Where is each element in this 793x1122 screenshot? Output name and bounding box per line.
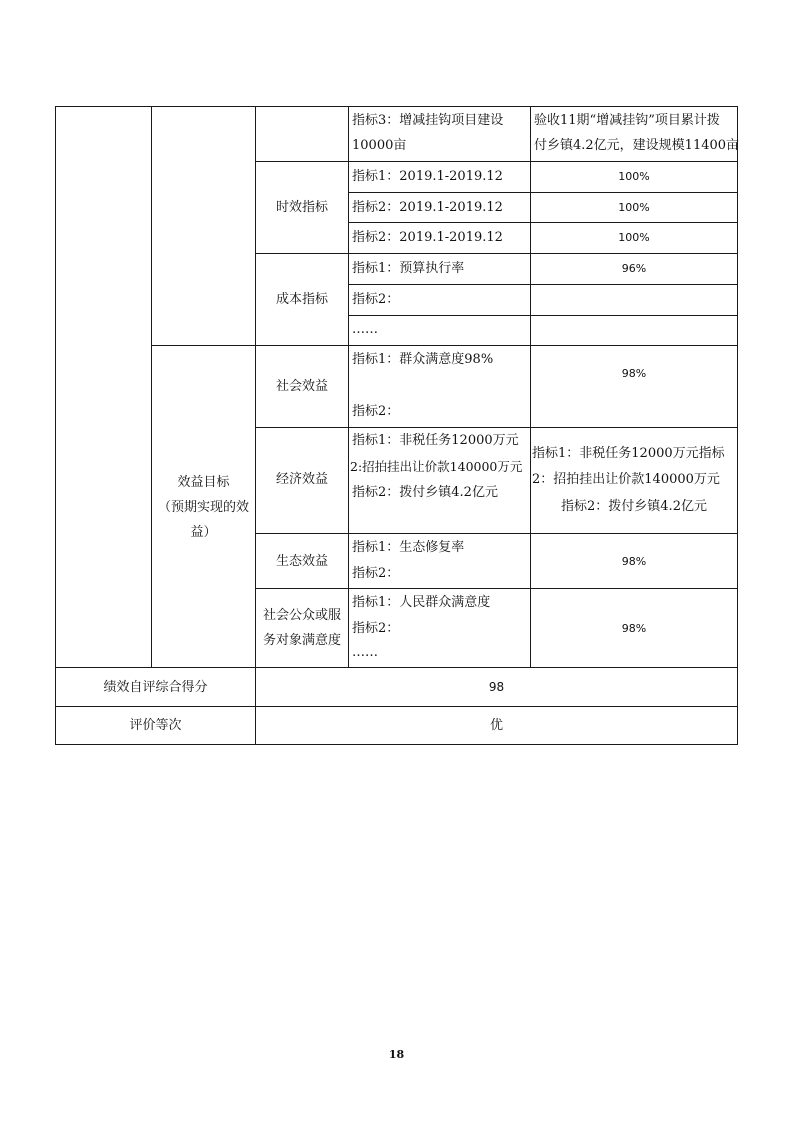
value-text: 100% [618,170,650,183]
indicator-text: 2:招拍挂出让价款140000万元 [350,459,523,474]
table-rule [255,427,738,428]
indicator-text: 指标2： [352,404,400,419]
indicator-text: …… [352,322,378,337]
table-rule [255,533,738,534]
score-label: 绩效自评综合得分 [103,680,208,695]
table-rule [55,106,738,107]
indicator-text: 指标2： [352,621,400,636]
table-rule [55,667,738,668]
table-rule [737,106,738,745]
grade-value: 优 [489,718,503,733]
table-rule [348,222,738,223]
value-text: 验收11期“增减挂钩”项目累计拨 [534,113,720,128]
indicator-text: 指标1：人民群众满意度 [352,595,491,610]
table-rule [151,106,152,667]
page-number: 18 [388,1048,405,1061]
table-rule [55,106,56,745]
category-label: 经济效益 [275,472,328,487]
benefit-target-label: （预期实现的效 [157,500,249,515]
indicator-text: 指标1：预算执行率 [352,261,465,276]
indicator-text: …… [352,645,378,660]
table-rule [348,315,738,316]
table-rule [255,588,738,589]
grade-label: 评价等次 [129,718,182,733]
table-rule [151,345,738,346]
indicator-text: 指标3：增减挂钩项目建设 [352,113,504,128]
table-rule [255,161,738,162]
table-rule [255,253,738,254]
score-value: 98 [488,680,505,694]
indicator-text: 指标1：非税任务12000万元 [352,433,519,448]
benefit-target-label: 益） [190,525,217,540]
category-label: 务对象满意度 [262,633,341,648]
table-rule [55,706,738,707]
table-rule [348,284,738,285]
indicator-text: 指标2：2019.1-2019.12 [352,230,503,245]
category-label: 社会效益 [275,379,328,394]
category-label: 社会公众或服 [262,608,341,623]
value-text: 98% [621,555,647,568]
value-text: 付乡镇4.2亿元，建设规模11400亩 [534,138,740,153]
table-rule [55,744,738,745]
category-label: 成本指标 [275,292,328,307]
indicator-text: 指标2：拨付乡镇4.2亿元 [352,485,498,500]
value-text: 指标2：拨付乡镇4.2亿元 [561,499,707,514]
category-label: 生态效益 [275,554,328,569]
indicator-text: 10000亩 [352,138,407,153]
table-rule [348,106,349,667]
indicator-text: 指标2： [352,292,400,307]
value-text: 96% [621,262,647,275]
indicator-text: 指标1：生态修复率 [352,540,465,555]
value-text: 指标1：非税任务12000万元指标 [532,446,725,461]
value-text: 98% [621,622,647,635]
indicator-text: 指标1：群众满意度98% [352,352,494,367]
indicator-text: 指标2：2019.1-2019.12 [352,200,503,215]
table-rule [530,106,531,667]
category-label: 时效指标 [275,200,328,215]
table-rule [348,192,738,193]
benefit-target-label: 效益目标 [177,475,230,490]
value-text: 2：招拍挂出让价款140000万元 [532,472,720,487]
indicator-text: 指标2： [352,566,400,581]
value-text: 98% [621,367,647,380]
value-text: 100% [618,231,650,244]
value-text: 100% [618,201,650,214]
indicator-text: 指标1：2019.1-2019.12 [352,169,503,184]
